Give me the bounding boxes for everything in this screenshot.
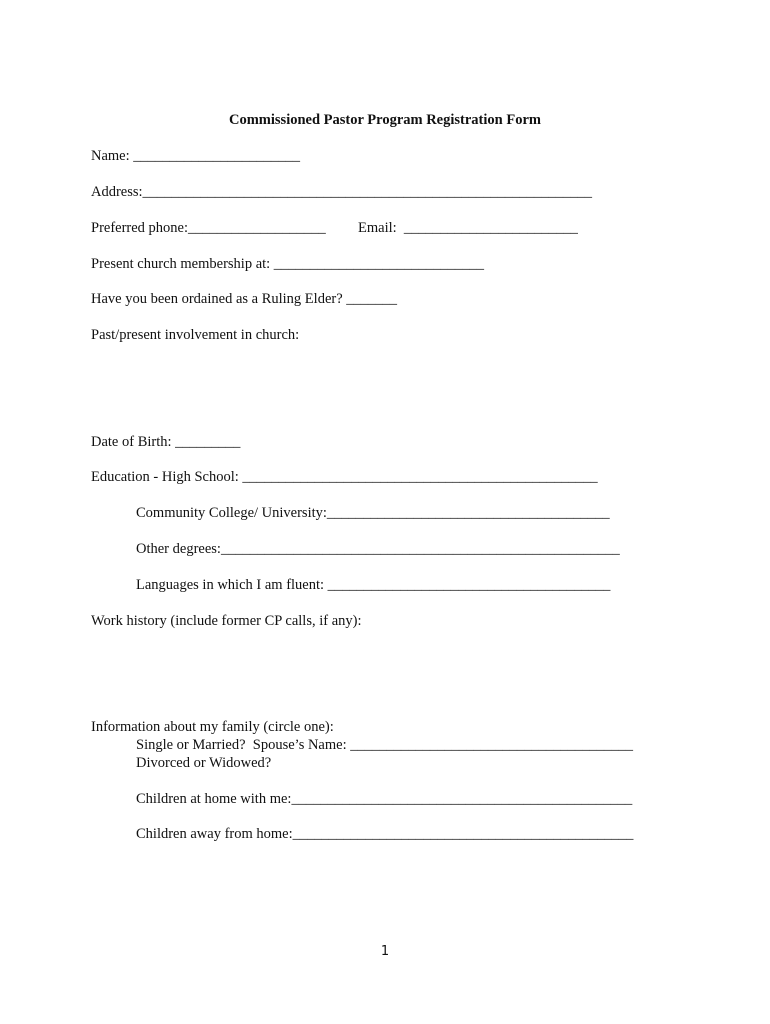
address-field[interactable]: Address:______________________________________________________________ [91,184,593,200]
other-degrees-field[interactable]: Other degrees:_______________________________________________________ [136,541,620,557]
phone-field[interactable]: Preferred phone:___________________ [91,220,326,236]
marital-status-field[interactable]: Single or Married? Spouse’s Name: _______________________________________ [136,737,633,753]
children-home-field[interactable]: Children at home with me:_______________________________________________ [136,791,633,807]
involvement-label: Past/present involvement in church: [91,327,300,343]
ordained-field[interactable]: Have you been ordained as a Ruling Elder? _______ [91,291,398,307]
work-history-label: Work history (include former CP calls, if any): [91,613,362,629]
education-high-school-field[interactable]: Education - High School: _________________________________________________ [91,469,598,485]
name-field[interactable]: Name: _______________________ [91,148,301,164]
divorced-widowed-option[interactable]: Divorced or Widowed? [136,755,272,771]
languages-field[interactable]: Languages in which I am fluent: _______________________________________ [136,577,611,593]
community-college-field[interactable]: Community College/ University:_______________________________________ [136,505,610,521]
dob-field[interactable]: Date of Birth: _________ [91,434,241,450]
page-number: 1 [380,944,390,959]
family-info-label: Information about my family (circle one): [91,719,334,735]
email-field[interactable]: Email: ________________________ [358,220,578,236]
church-membership-field[interactable]: Present church membership at: _____________________________ [91,256,485,272]
children-away-field[interactable]: Children away from home:_______________________________________________ [136,826,634,842]
form-title: Commissioned Pastor Program Registration Form [229,112,541,128]
